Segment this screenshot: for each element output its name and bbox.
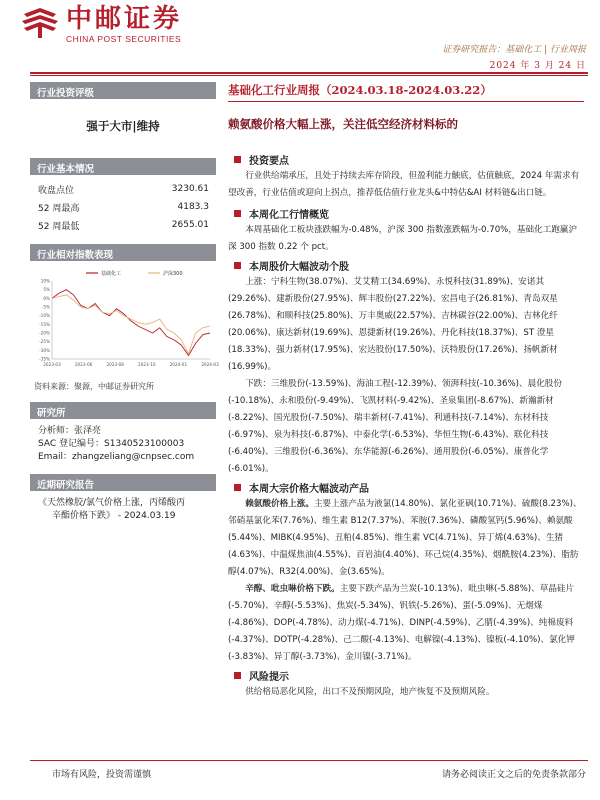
recent-report-line: 辛酯价格下跌》 - 2024.03.19 bbox=[52, 511, 176, 521]
chart-source: 资料来源：聚源，中邮证券研究所 bbox=[34, 382, 154, 391]
section-commodity-movers bbox=[228, 478, 584, 666]
logo-cn-text: 中邮证券 bbox=[66, 4, 183, 34]
commodity-up-list: 主要上涨产品为液氯(14.80%)、氯化亚砜(10.71%)、硫酸(8.23%)、邻硝基氯化苯(7.76%)、维生素 B12(7.37%)、苯胺(7.36%)、磷酸氢钙(5.96%)、赖氨酸(5.44%)、MIBK(4.95%)、丑粕(4.85%)、维生素 VC(4.71%)、异丁烯(4.63%)、生猪(4.63%)、中温煤焦油(4.55%)、百岩油(4.40%)、环己烷(4.35%)、烟酰胺(4.23%)、脂肪醇(4.07%)、R32(4.00%)、金(3.65%)。 bbox=[228, 499, 582, 577]
performance-header: 行业相对指数表现 bbox=[30, 244, 216, 261]
recent-report-line: 《天然橡胶/氯气价格上涨，丙烯酸丙 bbox=[38, 498, 186, 508]
analyst-name: 分析师：张泽亮 bbox=[38, 426, 102, 436]
section-weekly-overview bbox=[228, 204, 584, 256]
y-tick-label: -10% bbox=[39, 313, 50, 319]
x-tick-label: 2023-08 bbox=[106, 362, 124, 367]
basic-value: 2655.01 bbox=[171, 220, 209, 230]
main-content bbox=[228, 82, 584, 701]
basic-value: 3230.61 bbox=[171, 184, 209, 194]
section-risk bbox=[228, 666, 584, 701]
logo-en-text: CHINA POST SECURITIES bbox=[66, 34, 182, 44]
bullet-square-icon bbox=[234, 210, 241, 217]
y-tick-label: -30% bbox=[39, 347, 50, 353]
section-stock-movers bbox=[228, 256, 584, 478]
header-divider bbox=[30, 72, 588, 74]
recent-report-link[interactable] bbox=[30, 491, 216, 529]
y-tick-label: 10% bbox=[40, 278, 50, 284]
report-title: 基础化工行业周报（2024.03.18-2024.03.22） bbox=[228, 83, 492, 97]
analyst-email[interactable]: Email：zhangzeliang@cnpsec.com bbox=[38, 452, 195, 462]
report-category: 证券研究报告：基础化工 | 行业周报 bbox=[442, 45, 586, 55]
legend-label: 沪深300 bbox=[163, 271, 183, 277]
analyst-header: 研究所 bbox=[30, 402, 216, 419]
basic-info-table bbox=[30, 180, 216, 234]
legend-label: 基础化工 bbox=[101, 271, 122, 277]
section-body: 本周基础化工板块涨跌幅为-0.48%，沪深 300 指数涨跌幅为-0.70%，基础化工跑赢沪深 300 指数 0.22 个 pct。 bbox=[228, 225, 578, 252]
series-line-chemical bbox=[52, 290, 210, 356]
table-row bbox=[30, 198, 216, 216]
x-tick-label: 2024-01 bbox=[169, 362, 188, 367]
analyst-sac: SAC 登记编号：S1340523100003 bbox=[38, 439, 185, 449]
gainers-list: 上涨：宁科生物(38.07%)、艾艾精工(34.69%)、永悦科技(31.89%)、安诺其(29.26%)、建新股份(27.95%)、辉丰股份(27.22%)、宏昌电子(26.81%)、青岛双星(26.78%)、和顺科技(25.80%)、万丰奥威(22.57%)、吉林碳谷(22.00%)、吉林化纤(20.06%)、康达新材(19.69%)、恩捷新材(19.26%)、丹化科技(18.37%)、ST 澄星(18.33%)、强力新材(17.95%)、宏达股份(17.50%)、沃特股份(17.26%)、扬帆新材(16.99%)。 bbox=[228, 277, 558, 372]
bullet-square-icon bbox=[234, 672, 241, 679]
x-tick-label: 2024-03 bbox=[201, 362, 219, 367]
footer-disclaimer-left: 市场有风险，投资需谨慎 bbox=[52, 770, 152, 780]
section-title: 风险提示 bbox=[249, 671, 289, 683]
series-line-hs300 bbox=[52, 295, 210, 354]
basic-label: 52 周最高 bbox=[38, 203, 80, 214]
footer-disclaimer-right: 请务必阅读正文之后的免责条款部分 bbox=[441, 770, 586, 780]
report-subtitle: 赖氨酸价格大幅上涨，关注低空经济材料标的 bbox=[228, 117, 458, 131]
section-title: 投资要点 bbox=[249, 155, 289, 167]
section-body: 供给格局恶化风险，出口不及预期风险，地产恢复不及预期风险。 bbox=[245, 687, 495, 697]
rating-header: 行业投资评级 bbox=[30, 82, 216, 99]
y-tick-label: -15% bbox=[39, 321, 50, 327]
commodity-up-paragraph bbox=[228, 496, 584, 581]
bullet-square-icon bbox=[234, 484, 241, 491]
y-tick-label: 5% bbox=[43, 287, 50, 293]
analyst-info bbox=[30, 419, 216, 470]
commodity-down-lead: 辛醇、吡虫啉价格下跌。 bbox=[245, 584, 340, 594]
y-tick-label: -25% bbox=[39, 339, 50, 345]
section-investment-points bbox=[228, 150, 584, 202]
relative-index-chart bbox=[30, 265, 219, 375]
y-tick-label: -20% bbox=[39, 330, 50, 336]
losers-list: 下跌：三维股份(-13.59%)、海油工程(-12.39%)、领湃科技(-10.36%)、晨化股份(-10.18%)、永和股份(-9.49%)、飞凯材料(-9.42%)、圣泉集团(-8.67%)、新瀚新材(-8.22%)、国光股份(-7.50%)、瑞丰新材(-7.41%)、利通科技(-7.14%)、东材科技(-6.97%)、泉为科技(-6.87%)、中泰化学(-6.53%)、华恒生物(-6.43%)、联化科技(-6.40%)、三维股份(-6.36%)、东华能源(-6.26%)、通用股份(-6.05%)、康普化学(-6.01%)。 bbox=[228, 379, 562, 474]
table-row bbox=[30, 216, 216, 234]
x-tick-label: 2023-10 bbox=[138, 362, 156, 367]
table-row bbox=[30, 180, 216, 198]
basic-label: 52 周最低 bbox=[38, 221, 80, 232]
bullet-square-icon bbox=[234, 262, 241, 269]
y-tick-label: -35% bbox=[39, 356, 50, 362]
basic-info-header: 行业基本情况 bbox=[30, 158, 216, 175]
header-divider-thin bbox=[30, 75, 588, 76]
basic-value: 4183.3 bbox=[177, 202, 209, 212]
basic-label: 收盘点位 bbox=[38, 185, 75, 196]
sidebar bbox=[30, 82, 219, 529]
y-tick-label: -5% bbox=[41, 304, 50, 310]
bullet-square-icon bbox=[234, 156, 241, 163]
y-tick-label: 0% bbox=[43, 295, 50, 301]
footer-divider bbox=[30, 760, 588, 761]
x-tick-label: 2023-06 bbox=[74, 362, 93, 367]
x-tick-label: 2023-03 bbox=[43, 362, 61, 367]
commodity-down-list: 主要下跌产品为兰炭(-10.13%)、吡虫啉(-5.88%)、草晶硅片(-5.70%)、辛醇(-5.53%)、焦炭(-5.34%)、钒铁(-5.26%)、蛋(-5.09%)、无烟煤(-4.86%)、DOP(-4.78%)、动力煤(-4.71%)、DINP(-4.59%)、乙腈(-4.39%)、纯棉废料(-4.37%)、DOTP(-4.28%)、己二酸(-4.13%)、电解镍(-4.13%)、镍板(-4.10%)、氯化钾(-3.83%)、异丁醇(-3.73%)、金川镍(-3.71%)。 bbox=[228, 584, 575, 662]
commodity-down-paragraph bbox=[228, 581, 584, 666]
recent-reports-header: 近期研究报告 bbox=[30, 474, 216, 491]
china-post-emblem-icon bbox=[20, 4, 60, 40]
section-title: 本周股价大幅波动个股 bbox=[249, 261, 349, 273]
section-body: 行业供给端承压，且处于持续去库存阶段，但盈利能力触底，估值触底，2024 年需求有望改善，行业估值或迎向上拐点，推荐低估值行业龙头&中特估&AI 材料链&出口链。 bbox=[228, 171, 580, 198]
section-title: 本周大宗价格大幅波动产品 bbox=[249, 483, 369, 495]
company-logo bbox=[20, 4, 182, 44]
section-title: 本周化工行情概览 bbox=[249, 209, 329, 221]
commodity-up-lead: 赖氨酸价格上涨。 bbox=[245, 499, 314, 509]
industry-rating: 强于大市|维持 bbox=[86, 119, 160, 133]
report-title-bar bbox=[228, 82, 584, 102]
report-date: 2024 年 3 月 24 日 bbox=[489, 61, 586, 71]
